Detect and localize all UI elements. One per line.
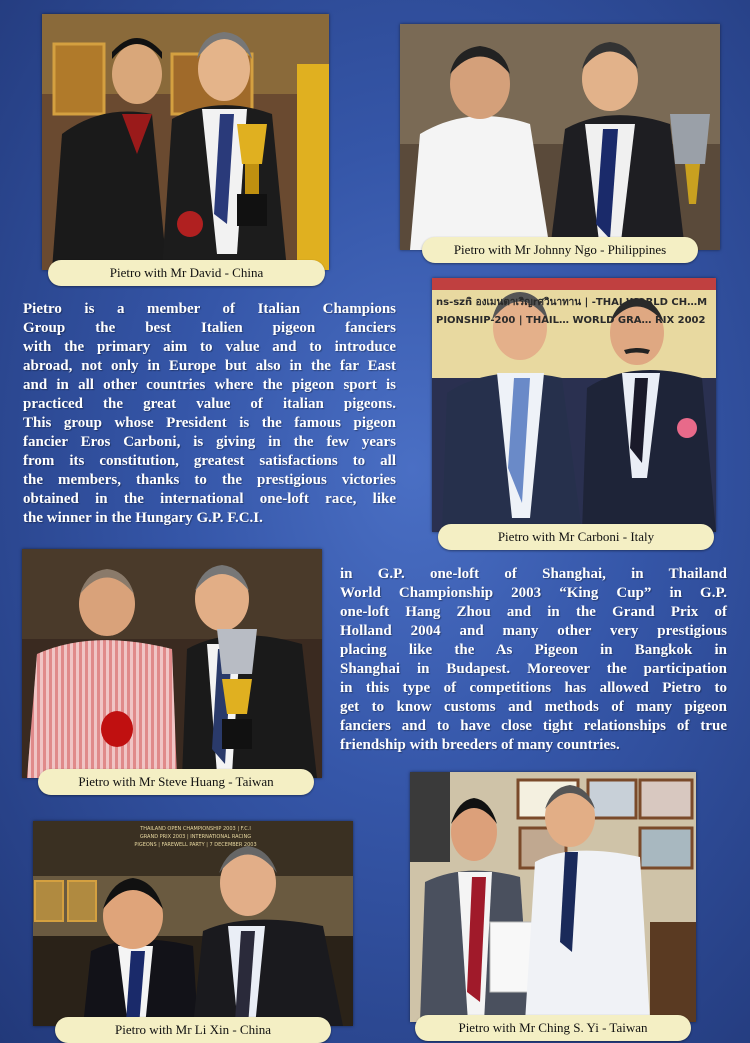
text-line: with the primary aim to value and to introduce — [23, 339, 396, 355]
caption-mr-carboni: Pietro with Mr Carboni - Italy — [438, 524, 714, 550]
intro-paragraph — [23, 300, 396, 528]
caption-mr-david: Pietro with Mr David - China — [48, 260, 325, 286]
text-line: fanciers and to have close tight relationships of true — [340, 718, 727, 734]
text-line: in G.P. one-loft of Shanghai, in Thailand — [340, 566, 727, 582]
text-line: fancier Eros Carboni, is giving in the few years — [23, 434, 396, 450]
text-line: This group whose President is the famous pigeon — [23, 415, 396, 431]
photo-mr-johnny-ngo — [400, 24, 720, 250]
text-line: obtained in the international one-loft race, like — [23, 491, 396, 507]
text-line: and in all other countries where the pigeon sport is — [23, 377, 396, 393]
text-line: World Championship 2003 “King Cup” in G.P. — [340, 585, 727, 601]
text-line: placing like the As Pigeon in Bangkok in — [340, 642, 727, 658]
caption-mr-steve-huang: Pietro with Mr Steve Huang - Taiwan — [38, 769, 314, 795]
text-line: Shanghai in Budapest. Moreover the participation — [340, 661, 727, 677]
text-line: friendship with breeders of many countries. — [340, 737, 620, 753]
text-line: the members, thanks to the prestigious victories — [23, 472, 396, 488]
continued-paragraph — [340, 565, 727, 755]
text-line: get to know customs and methods of many pigeon — [340, 699, 727, 715]
text-line: the winner in the Hungary G.P. F.C.I. — [23, 510, 263, 526]
photo-mr-steve-huang — [22, 549, 322, 778]
photo-banner-text: THAILAND OPEN CHAMPIONSHIP 2003 | F.C.I GRAND PRIX 2003 | INTERNATIONAL RACING PIGEONS | FAREWELL PARTY | 7 DECEMBER 2003 — [134, 826, 257, 848]
text-line: Pietro is a member of Italian Champions — [23, 301, 396, 317]
photo-banner-text: ns-sznิ องเมนตาเริญrศวินาทาน | -THAI WORLD CH…MPIONSHIP-200 | THAIL… WORLD GRA… RIX 2002 — [436, 297, 708, 326]
text-line: Group the best Italien pigeon fanciers — [23, 320, 396, 336]
photo-mr-david — [42, 14, 329, 270]
photo-mr-li-xin — [33, 821, 353, 1026]
text-line: from its constitution, greatest satisfactions to all — [23, 453, 396, 469]
caption-mr-ching-s-yi: Pietro with Mr Ching S. Yi - Taiwan — [415, 1015, 691, 1041]
text-line: one-loft Hang Zhou and in the Grand Prix of — [340, 604, 727, 620]
photo-mr-ching-s-yi — [410, 772, 696, 1022]
text-line: in this type of competitions has allowed Pietro to — [340, 680, 727, 696]
caption-mr-johnny-ngo: Pietro with Mr Johnny Ngo - Philippines — [422, 237, 698, 263]
text-line: abroad, not only in Europe but also in the far East — [23, 358, 396, 374]
text-line: Holland 2004 and many other very prestigious — [340, 623, 727, 639]
caption-mr-li-xin: Pietro with Mr Li Xin - China — [55, 1017, 331, 1043]
photo-mr-carboni — [432, 278, 716, 532]
text-line: practiced the great value of italian pigeons. — [23, 396, 396, 412]
